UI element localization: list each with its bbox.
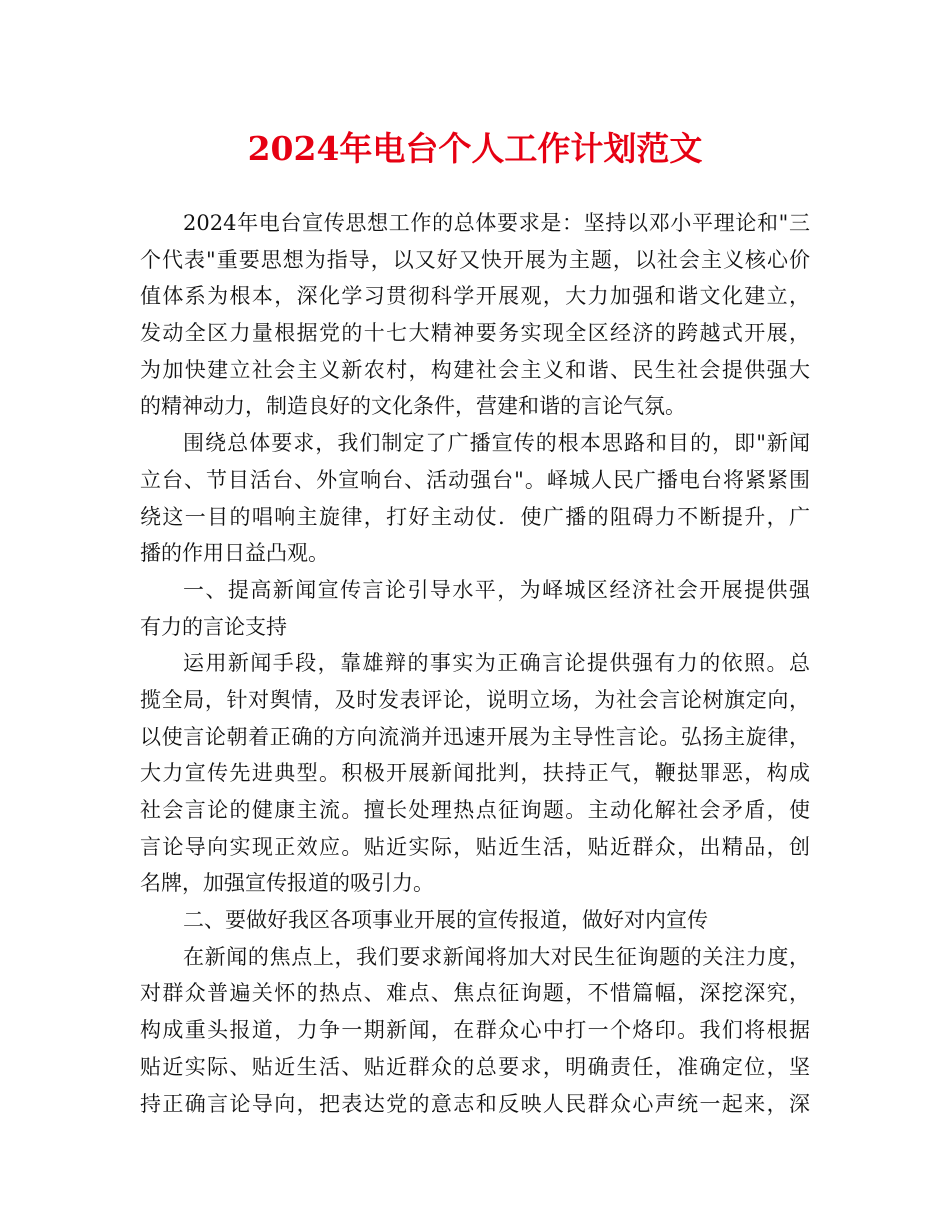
- paragraph-first-line: 二、要做好我区各项事业开展的宣传报道，做好对内宣传: [183, 908, 708, 933]
- paragraph-line: 为加快建立社会主义新农村，构建社会主义和谐、民生社会提供强大: [140, 357, 810, 382]
- paragraph-line: 构成重头报道，力争一期新闻，在群众心中打一个烙印。我们将根据: [140, 1018, 810, 1043]
- paragraph-first-line: 在新闻的焦点上，我们要求新闻将加大对民生征询题的关注力度，: [183, 944, 810, 969]
- paragraph-line: 揽全局，针对舆情，及时发表评论，说明立场，为社会言论树旗定向，: [140, 687, 810, 712]
- document-body: [140, 205, 810, 1122]
- paragraph-line: 立台、节目活台、外宣响台、活动强台"。峄城人民广播电台将紧紧围: [140, 467, 810, 492]
- paragraph-line: 大力宣传先进典型。积极开展新闻批判，扶持正气，鞭挞罪恶，构成: [140, 761, 810, 786]
- paragraph-first-line: 围绕总体要求，我们制定了广播宣传的根本思路和目的，即"新闻: [183, 431, 810, 456]
- paragraph-line: 个代表"重要思想为指导，以又好又快开展为主题，以社会主义核心价: [140, 247, 810, 272]
- paragraph-line: 贴近实际、贴近生活、贴近群众的总要求，明确责任，准确定位，坚: [140, 1054, 810, 1079]
- paragraph-line: 言论导向实现正效应。贴近实际，贴近生活，贴近群众，出精品，创: [140, 834, 810, 859]
- paragraph-first-line: 一、提高新闻宣传言论引导水平，为峄城区经济社会开展提供强: [183, 577, 810, 602]
- paragraph-line: 名牌，加强宣传报道的吸引力。: [140, 871, 434, 896]
- paragraph-line: 发动全区力量根据党的十七大精神要务实现全区经济的跨越式开展，: [140, 321, 810, 346]
- paragraph-line: 值体系为根本，深化学习贯彻科学开展观，大力加强和谐文化建立，: [140, 284, 810, 309]
- paragraph-first-line: 运用新闻手段，靠雄辩的事实为正确言论提供强有力的依照。总: [183, 651, 810, 676]
- paragraph-line: 持正确言论导向，把表达党的意志和反映人民群众心声统一起来，深: [140, 1091, 810, 1116]
- paragraph-line: 社会言论的健康主流。擅长处理热点征询题。主动化解社会矛盾，使: [140, 798, 810, 822]
- paragraph-line: 对群众普遍关怀的热点、难点、焦点征询题，不惜篇幅，深挖深究，: [140, 981, 810, 1006]
- paragraph-line: 有力的言论支持: [140, 614, 287, 639]
- paragraph-first-line: 2024年电台宣传思想工作的总体要求是：坚持以邓小平理论和"三: [183, 211, 810, 235]
- document-title: 2024年电台个人工作计划范文: [247, 129, 703, 168]
- paragraph-line: 绕这一目的唱响主旋律，打好主动仗．使广播的阻碍力不断提升，广: [140, 504, 810, 529]
- paragraph-line: 以使言论朝着正确的方向流淌并迅速开展为主导性言论。弘扬主旋律，: [140, 724, 810, 749]
- paragraph-line: 的精神动力，制造良好的文化条件，营建和谐的言论气氛。: [140, 394, 686, 419]
- paragraph-line: 播的作用日益凸观。: [140, 541, 329, 566]
